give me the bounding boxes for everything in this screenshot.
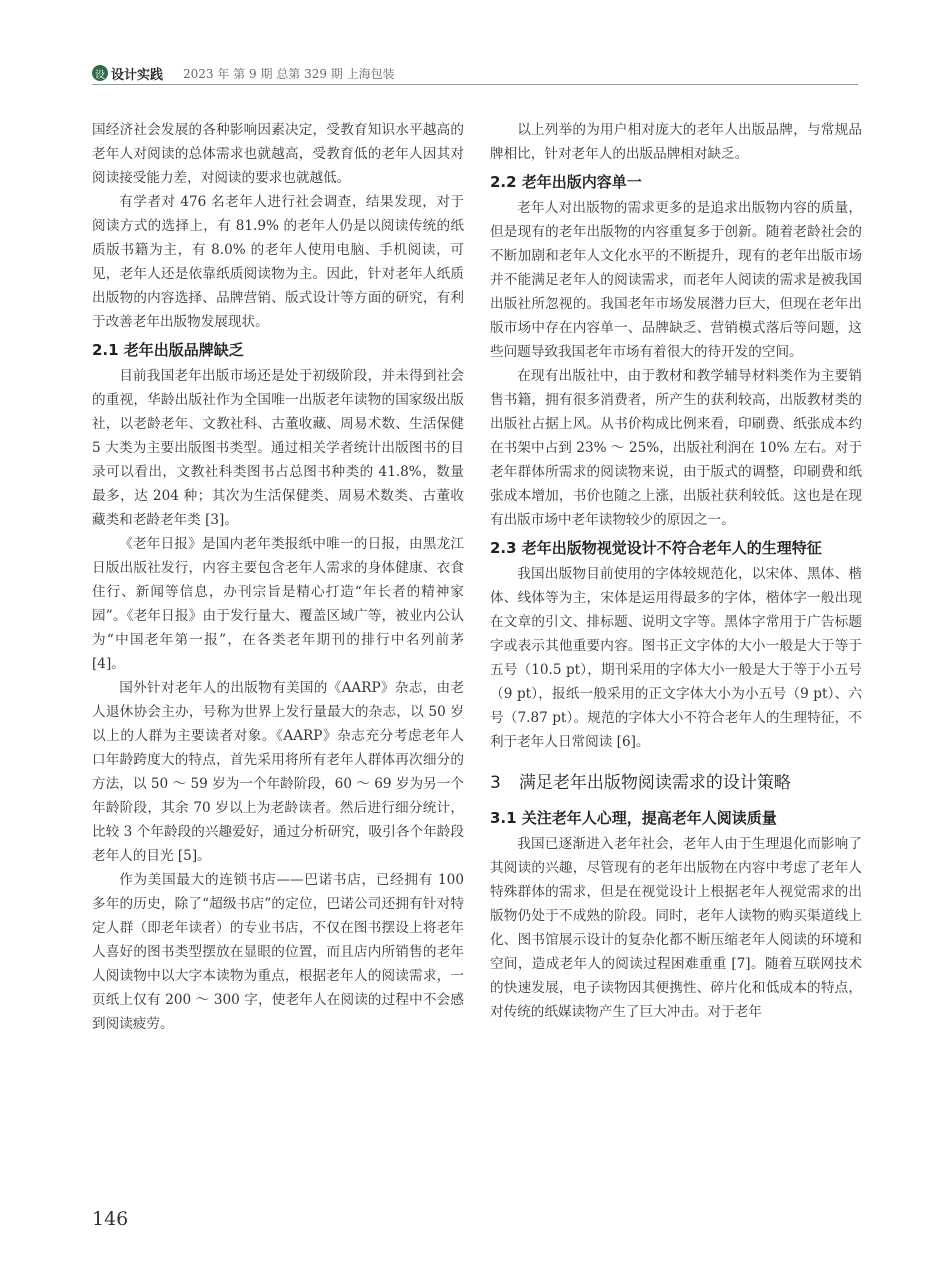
paragraph: 我国已逐渐进入老年社会，老年人由于生理退化而影响了其阅读的兴趣，尽管现有的老年出版物在内容中考虑了老年人特殊群体的需求，但是在视觉设计上根据老年人视觉需求的出版物仍处于不成熟的阶段。同时，老年人读物的购买渠道线上化、图书馆展示设计的复杂化都不断压缩老年人阅读的环境和空间，造成老年人的阅读过程困难重重 [7]。随着互联网技术的快速发展，电子读物因其便携性、碎片化和低成本的特点，对传统的纸媒读物产生了巨大冲击。对于老年 xyxy=(490,836,862,1020)
page-header xyxy=(92,62,858,85)
paragraph: 老年人对出版物的需求更多的是追求出版物内容的质量，但是现有的老年出版物的内容重复多于创新。随着老龄社会的不断加剧和老年人文化水平的不断提升，现有的老年出版市场并不能满足老年人的阅读需求，而老年人阅读的需求是被我国出版社所忽视的。我国老年市场发展潜力巨大，但现在老年出版市场中存在内容单一、品牌缺乏、营销模式落后等问题，这些问题导致我国老年市场有着很大的待开发的空间。 xyxy=(490,200,862,360)
section-heading-2-3: 2.3 老年出版物视觉设计不符合老年人的生理特征 xyxy=(490,539,822,557)
section-title: 满足老年出版物阅读需求的设计策略 xyxy=(518,773,791,793)
right-column xyxy=(490,118,862,1024)
paragraph: 在现有出版社中，由于教材和教学辅导材料类作为主要销售书籍，拥有很多消费者，所产生的获利较高，出版教材类的出版社占据上风。从书价构成比例来看，印刷费、纸张成本约在书架中占到 23% ～ 25%，出版社利润在 10% 左右。对于老年群体所需求的阅读物来说，由于版式的调整，印刷费和纸张成本增加，书价也随之上涨，出版社获利较低。这也是在现有出版市场中老年读物较少的原因之一。 xyxy=(490,368,862,528)
page-number: 146 xyxy=(92,1208,129,1230)
paragraph: 我国出版物目前使用的字体较规范化，以宋体、黑体、楷体、线体等为主，宋体是运用得最多的字体，楷体字一般出现在文章的引文、排标题、说明文字等。黑体字常用于广告标题字或表示其他重要内容。图书正文字体的大小一般是大于等于五号（10.5 pt），期刊采用的字体大小一般是大于等于小五号（9 pt），报纸一般采用的正文字体大小为小五号（9 pt）、六号（7.87 pt）。规范的字体大小不符合老年人的生理特征，不利于老年人日常阅读 [6]。 xyxy=(490,566,862,750)
left-column xyxy=(92,118,464,1036)
paragraph: 有学者对 476 名老年人进行社会调查，结果发现，对于阅读方式的选择上，有 81.9% 的老年人仍是以阅读传统的纸质版书籍为主，有 8.0% 的老年人使用电脑、手机阅读，可见，老年人还是依靠纸质阅读物为主。因此，针对老年人纸质出版物的内容选择、品牌营销、版式设计等方面的研究，有利于改善老年出版物发展现状。 xyxy=(92,194,464,330)
section-heading-2-2: 2.2 老年出版内容单一 xyxy=(490,173,642,191)
section-heading-2-1: 2.1 老年出版品牌缺乏 xyxy=(92,341,244,359)
section-heading-3-1: 3.1 关注老年人心理，提高老年人阅读质量 xyxy=(490,809,777,827)
paragraph: 作为美国最大的连锁书店——巴诺书店，已经拥有 100 多年的历史，除了“超级书店”的定位，巴诺公司还拥有针对特定人群（即老年读者）的专业书店，不仅在图书摆设上将老年人喜好的图书类型摆放在显眼的位置，而且店内所销售的老年人阅读物中以大字本读物为重点，根据老年人的阅读需求，一页纸上仅有 200 ～ 300 字，使老年人在阅读的过程中不会感到阅读疲劳。 xyxy=(92,872,464,1032)
paragraph: 《老年日报》是国内老年类报纸中唯一的日报，由黑龙江日版出版社发行，内容主要包含老年人需求的身体健康、衣食住行、新闻等信息，办刊宗旨是精心打造“年长者的精神家园”。《老年日报》由于发行量大、覆盖区域广等，被业内公认为“中国老年第一报”，在各类老年期刊的排行中名列前茅 [4]。 xyxy=(92,536,464,672)
issue-info: 2023 年 第 9 期 总第 329 期 上海包装 xyxy=(183,66,395,81)
paragraph: 国外针对老年人的出版物有美国的《AARP》杂志，由老人退休协会主办，号称为世界上发行量最大的杂志，以 50 岁以上的人群为主要读者对象。《AARP》杂志充分考虑老年人口年龄跨度大的特点，首先采用将所有老年人群体再次细分的方法，以 50 ～ 59 岁为一个年龄阶段，60 ～ 69 岁为另一个年龄阶段，其余 70 岁以上为老龄读者。然后进行细分统计，比较 3 个年龄段的兴趣爱好，通过分析研究，吸引各个年龄段老年人的目光 [5]。 xyxy=(92,680,464,864)
paragraph: 国经济社会发展的各种影响因素决定，受教育知识水平越高的老年人对阅读的总体需求也就越高，受教育低的老年人因其对阅读接受能力差，对阅读的要求也就越低。 xyxy=(92,122,464,186)
section-heading-3 xyxy=(490,770,862,796)
paragraph: 目前我国老年出版市场还是处于初级阶段，并未得到社会的重视，华龄出版社作为全国唯一出版老年读物的国家级出版社，以老龄老年、文教社科、古董收藏、周易术数、生活保健 5 大类为主要出版图书类型。通过相关学者统计出版图书的目录可以看出，文教社科类图书占总图书种类的 41.8%，数量最多，达 204 种；其次为生活保健类、周易术数类、古董收藏类和老龄老年类 [3]。 xyxy=(92,368,464,528)
journal-logo-icon: 设 xyxy=(92,65,108,81)
section-number: 3 xyxy=(490,773,501,793)
paragraph: 以上列举的为用户相对庞大的老年人出版品牌，与常规品牌相比，针对老年人的出版品牌相对缺乏。 xyxy=(490,122,862,162)
column-name: 设计实践 xyxy=(111,67,164,83)
